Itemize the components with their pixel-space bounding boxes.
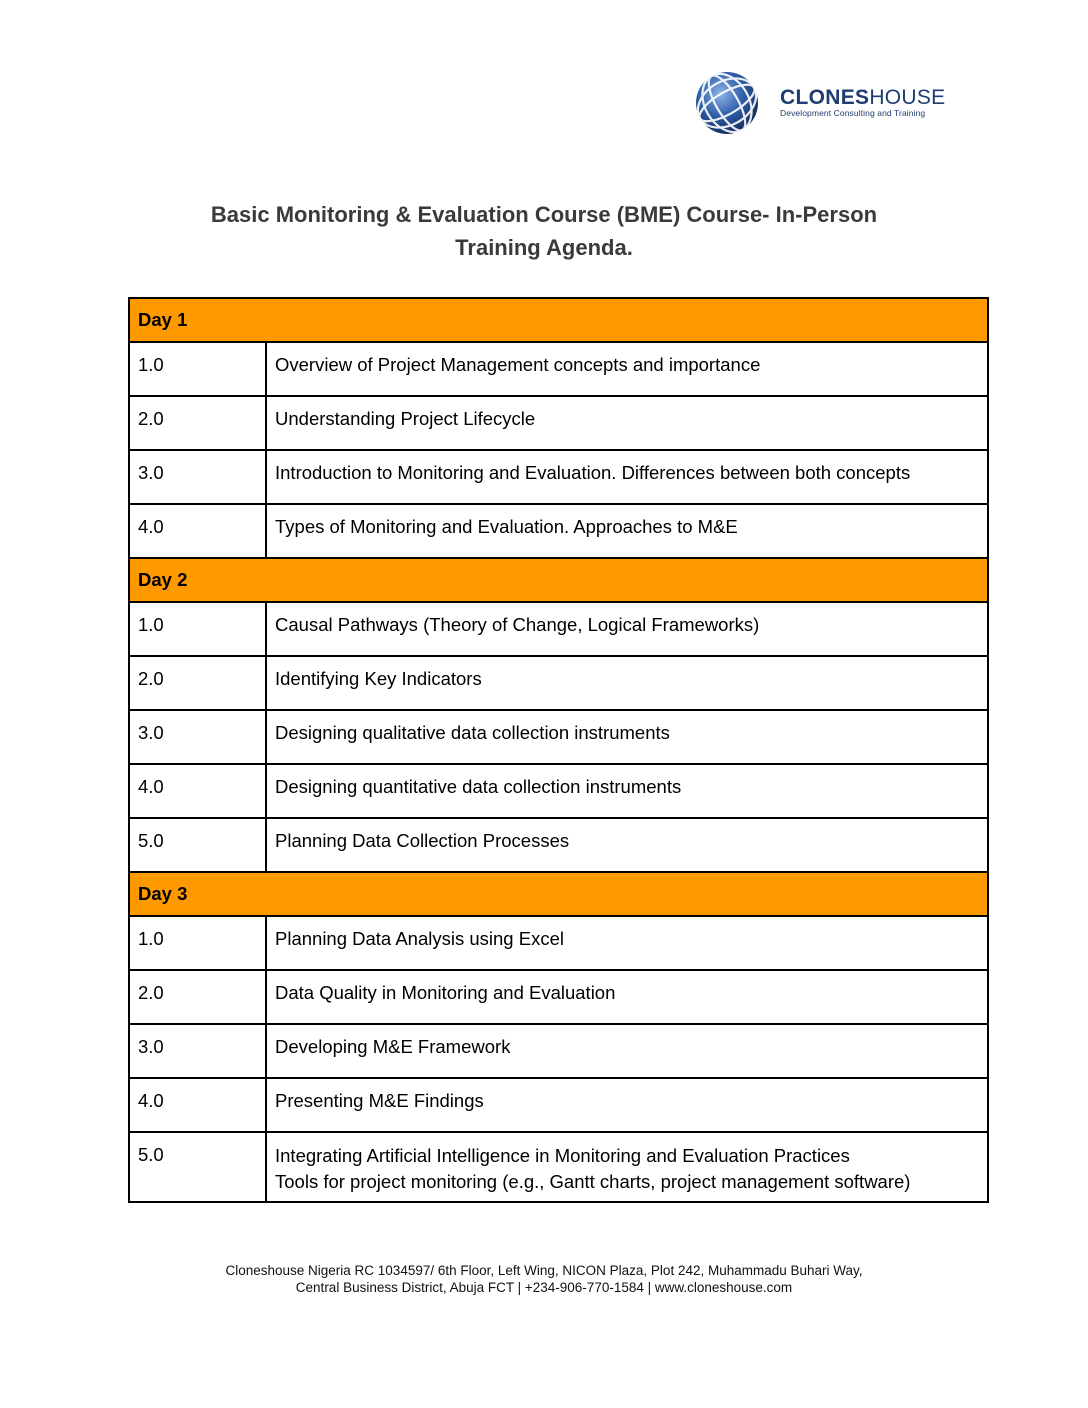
session-topic: Overview of Project Management concepts and importance <box>266 342 988 396</box>
table-row <box>129 970 988 1024</box>
day-header-row <box>129 558 988 602</box>
table-row <box>129 1078 988 1132</box>
table-row <box>129 656 988 710</box>
table-row <box>129 764 988 818</box>
session-topic: Planning Data Analysis using Excel <box>266 916 988 970</box>
session-number: 4.0 <box>129 504 266 558</box>
company-logo <box>694 70 946 136</box>
session-number: 3.0 <box>129 450 266 504</box>
document-title <box>100 198 988 264</box>
table-row <box>129 450 988 504</box>
session-topic: Types of Monitoring and Evaluation. Approaches to M&E <box>266 504 988 558</box>
session-number: 2.0 <box>129 656 266 710</box>
session-number: 3.0 <box>129 710 266 764</box>
table-row <box>129 396 988 450</box>
session-number: 2.0 <box>129 396 266 450</box>
table-row <box>129 710 988 764</box>
session-number: 1.0 <box>129 602 266 656</box>
day-header-row <box>129 872 988 916</box>
logo-name: CLONESHOUSE <box>780 86 946 109</box>
session-topic: Designing quantitative data collection instruments <box>266 764 988 818</box>
session-number: 4.0 <box>129 1078 266 1132</box>
session-number: 5.0 <box>129 1132 266 1202</box>
table-row <box>129 818 988 872</box>
title-line-1: Basic Monitoring & Evaluation Course (BME) Course- In-Person <box>210 202 878 227</box>
session-topic: Introduction to Monitoring and Evaluation. Differences between both concepts <box>266 450 988 504</box>
session-topic: Identifying Key Indicators <box>266 656 988 710</box>
session-topic-line-2: Tools for project monitoring (e.g., Gantt charts, project management software) <box>275 1171 911 1192</box>
table-row <box>129 504 988 558</box>
session-topic: Presenting M&E Findings <box>266 1078 988 1132</box>
table-row <box>129 342 988 396</box>
table-row <box>129 1024 988 1078</box>
logo-tagline: Development Consulting and Training <box>780 108 926 118</box>
session-number: 5.0 <box>129 818 266 872</box>
day-label: Day 2 <box>129 558 988 602</box>
globe-icon <box>694 70 760 136</box>
session-topic: Developing M&E Framework <box>266 1024 988 1078</box>
session-topic-line-1: Integrating Artificial Intelligence in Monitoring and Evaluation Practices <box>275 1145 850 1166</box>
table-row <box>129 916 988 970</box>
footer-line-1: Cloneshouse Nigeria RC 1034597/ 6th Floor, Left Wing, NICON Plaza, Plot 242, Muhammadu Buhari Way, <box>225 1263 863 1278</box>
session-number: 4.0 <box>129 764 266 818</box>
title-line-2: Training Agenda. <box>455 235 633 260</box>
day-label: Day 1 <box>129 298 988 342</box>
session-topic: Data Quality in Monitoring and Evaluation <box>266 970 988 1024</box>
session-topic <box>266 1132 988 1202</box>
session-number: 1.0 <box>129 916 266 970</box>
day-header-row <box>129 298 988 342</box>
agenda-table <box>128 297 989 1203</box>
session-number: 3.0 <box>129 1024 266 1078</box>
session-topic: Designing qualitative data collection instruments <box>266 710 988 764</box>
session-topic: Causal Pathways (Theory of Change, Logical Frameworks) <box>266 602 988 656</box>
session-number: 2.0 <box>129 970 266 1024</box>
table-row <box>129 1132 988 1202</box>
session-number: 1.0 <box>129 342 266 396</box>
table-row <box>129 602 988 656</box>
session-topic: Planning Data Collection Processes <box>266 818 988 872</box>
session-topic: Understanding Project Lifecycle <box>266 396 988 450</box>
page-footer <box>100 1262 988 1296</box>
footer-line-2: Central Business District, Abuja FCT | +234-906-770-1584 | www.cloneshouse.com <box>295 1280 793 1295</box>
day-label: Day 3 <box>129 872 988 916</box>
